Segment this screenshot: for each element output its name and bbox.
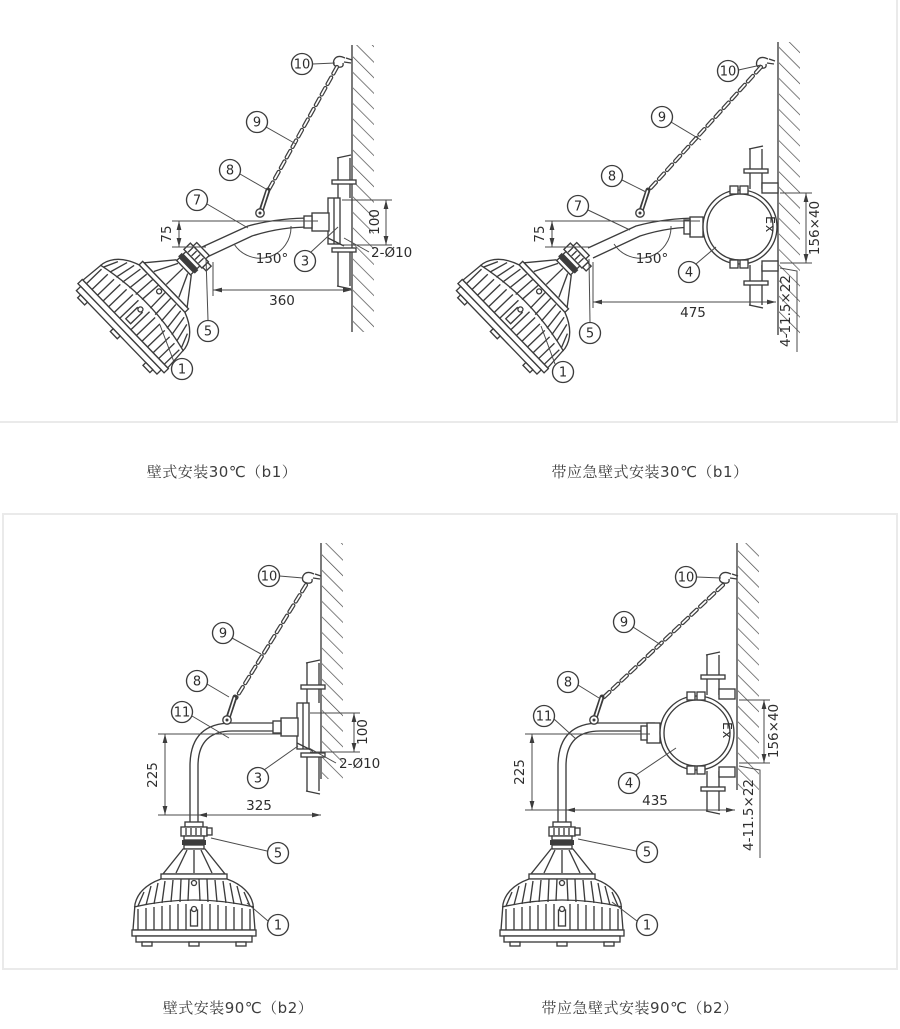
caption-wall-90: 壁式安装90℃（b2） <box>162 999 314 1017</box>
caption-emergency-wall-30: 带应急壁式安装30℃（b1） <box>551 463 749 481</box>
diagram-emergency-wall-90 <box>450 515 900 970</box>
callout-10 <box>292 54 336 75</box>
callout-4 <box>679 247 717 283</box>
diagram-emergency-wall-30 <box>450 0 900 420</box>
svg-text:100: 100 <box>355 719 371 745</box>
svg-text:150°: 150° <box>255 251 289 267</box>
svg-text:225: 225 <box>145 762 161 788</box>
arm-eyelet <box>256 209 264 217</box>
callout-7 <box>187 190 249 229</box>
wall <box>352 45 374 332</box>
callout-10 <box>676 567 722 588</box>
wall <box>321 543 343 779</box>
callout-5 <box>211 838 289 864</box>
arm-eyelet <box>636 209 644 217</box>
callout-10 <box>718 61 762 82</box>
svg-text:1: 1 <box>273 918 283 934</box>
svg-text:2-Ø10: 2-Ø10 <box>339 756 381 772</box>
svg-text:1: 1 <box>642 918 652 934</box>
callout-7 <box>568 196 631 231</box>
svg-text:5: 5 <box>642 845 652 861</box>
svg-text:325: 325 <box>246 798 272 814</box>
caption-emergency-wall-90: 带应急壁式安装90℃（b2） <box>541 999 739 1017</box>
svg-text:475: 475 <box>680 305 706 321</box>
svg-text:7: 7 <box>192 193 202 209</box>
svg-text:7: 7 <box>573 199 583 215</box>
svg-text:3: 3 <box>253 771 263 787</box>
svg-text:5: 5 <box>585 326 595 342</box>
dim-reach <box>198 798 321 817</box>
dim-reach <box>213 262 352 309</box>
lamp-head <box>500 822 624 946</box>
svg-text:10: 10 <box>719 64 737 80</box>
svg-text:9: 9 <box>252 115 262 131</box>
svg-text:150°: 150° <box>635 251 669 267</box>
svg-text:11: 11 <box>535 709 553 725</box>
callout-8 <box>558 672 600 699</box>
svg-text:4-11.5×22: 4-11.5×22 <box>741 778 757 852</box>
callout-9 <box>213 623 262 655</box>
dim-reach <box>566 793 735 812</box>
svg-text:10: 10 <box>260 569 278 585</box>
svg-text:11: 11 <box>173 705 191 721</box>
svg-text:9: 9 <box>657 110 667 126</box>
svg-text:75: 75 <box>532 225 548 243</box>
arm-eyelet <box>223 716 231 724</box>
svg-text:4: 4 <box>684 265 694 281</box>
svg-text:4: 4 <box>624 776 634 792</box>
callout-9 <box>247 112 297 145</box>
svg-text:100: 100 <box>367 209 383 235</box>
svg-text:10: 10 <box>293 57 311 73</box>
diagram-wall-30 <box>0 0 450 420</box>
dim-height <box>159 221 318 247</box>
callout-9 <box>652 107 702 141</box>
svg-text:156×40: 156×40 <box>807 200 823 256</box>
callout-3 <box>248 746 299 789</box>
callout-8 <box>220 160 267 190</box>
svg-text:435: 435 <box>642 793 668 809</box>
anchor-hook <box>303 572 322 583</box>
callout-10 <box>259 566 304 587</box>
svg-text:5: 5 <box>203 324 213 340</box>
arm-eyelet <box>590 716 598 724</box>
svg-text:9: 9 <box>619 615 629 631</box>
dim-holes <box>739 766 760 858</box>
svg-text:4-11.5×22: 4-11.5×22 <box>778 274 794 348</box>
ex-mark: Ex <box>720 722 735 740</box>
callout-5 <box>198 258 219 342</box>
dim-angle <box>234 226 291 267</box>
svg-text:8: 8 <box>225 163 235 179</box>
ex-mark: Ex <box>763 216 778 234</box>
svg-text:225: 225 <box>512 759 528 785</box>
dim-height <box>532 221 700 247</box>
callout-11 <box>172 702 230 739</box>
svg-text:1: 1 <box>177 362 187 378</box>
callout-9 <box>614 612 662 646</box>
svg-text:8: 8 <box>192 674 202 690</box>
svg-text:5: 5 <box>273 846 283 862</box>
caption-wall-30: 壁式安装30℃（b1） <box>146 463 298 481</box>
diagram-wall-90 <box>0 515 450 970</box>
svg-text:360: 360 <box>269 293 295 309</box>
svg-text:2-Ø10: 2-Ø10 <box>371 245 413 261</box>
svg-text:9: 9 <box>218 626 228 642</box>
svg-text:8: 8 <box>563 675 573 691</box>
svg-text:8: 8 <box>607 169 617 185</box>
callout-8 <box>187 671 230 698</box>
wall-bracket <box>273 660 325 794</box>
callout-5 <box>578 839 658 863</box>
svg-text:75: 75 <box>159 225 175 243</box>
svg-text:1: 1 <box>558 365 568 381</box>
callout-8 <box>602 166 647 193</box>
lamp-head <box>132 822 256 946</box>
svg-text:3: 3 <box>300 254 310 270</box>
wall <box>737 543 759 790</box>
svg-text:156×40: 156×40 <box>766 703 782 759</box>
anchor-hook <box>720 572 739 583</box>
svg-text:10: 10 <box>677 570 695 586</box>
